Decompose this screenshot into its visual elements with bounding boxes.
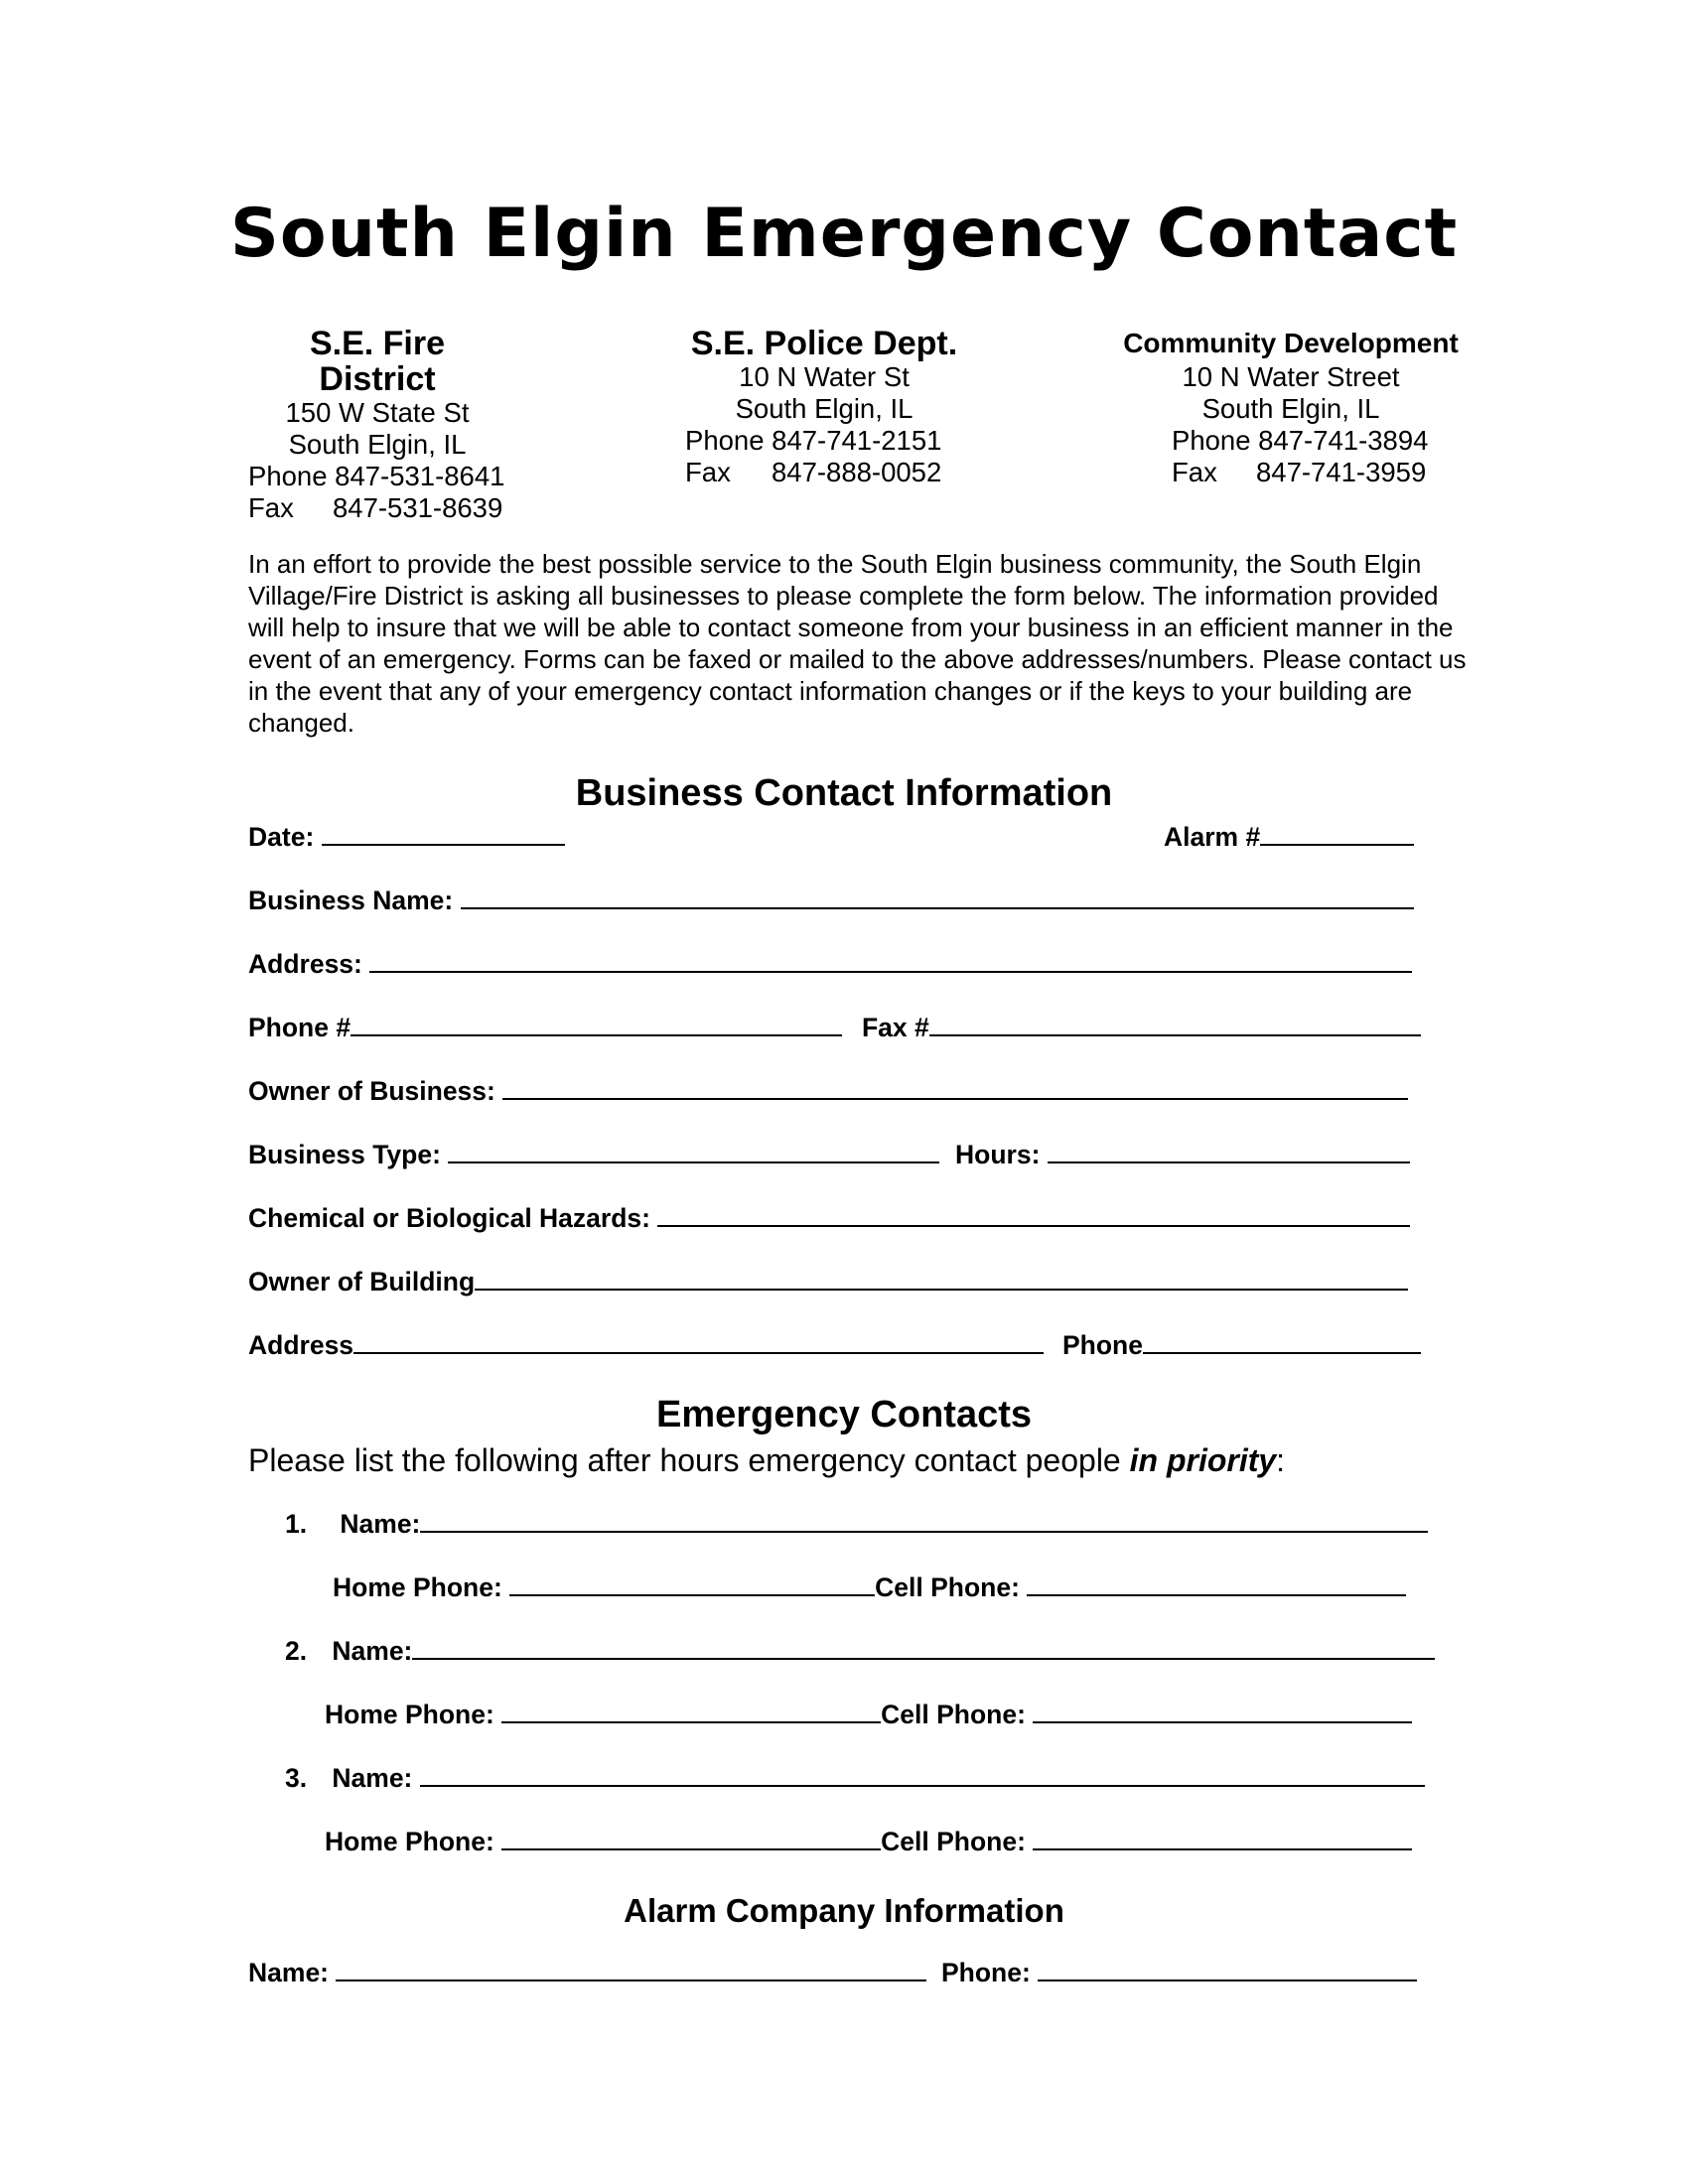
contact-number: 2. — [285, 1636, 308, 1666]
office-phone-row — [685, 425, 963, 457]
address-label: Address: — [248, 949, 362, 979]
hours-field — [955, 1138, 1410, 1170]
date-field — [248, 820, 565, 853]
hours-input[interactable] — [1048, 1138, 1410, 1163]
contact-2-cell-phone-input[interactable] — [1033, 1698, 1412, 1723]
office-fax: 847-531-8639 — [333, 492, 503, 523]
fax-field — [862, 1011, 1421, 1043]
contact-1-phones — [333, 1570, 1406, 1603]
page-title: South Elgin Emergency Contact — [229, 195, 1459, 273]
office-fax-row — [685, 457, 963, 488]
alarm-company-name-label: Name: — [248, 1958, 330, 1987]
business-type-field — [248, 1138, 939, 1170]
building-address-input[interactable] — [353, 1328, 1044, 1354]
owner-of-building-field — [248, 1265, 1408, 1297]
contact-3-name-field — [285, 1761, 1425, 1794]
intro-paragraph: In an effort to provide the best possible service to the South Elgin business community, the South Elgin Village/Fire District is asking all businesses to please complete the form below. The information provided will help to insure that we will be able to contact someone from your business in an efficient manner in the event of an emergency. Forms can be faxed or mailed to the above addresses/numbers. Please contact us in the event that any of your emergency contact information changes or if the keys to your building are changed. — [248, 549, 1467, 738]
cell-phone-label: Cell Phone: — [875, 1572, 1020, 1602]
business-name-field — [248, 884, 1414, 916]
fax-label: Fax # — [862, 1013, 929, 1042]
building-phone-label: Phone — [1062, 1330, 1143, 1360]
office-city: South Elgin, IL — [735, 393, 914, 424]
fax-label: Fax — [248, 492, 294, 523]
contact-3-phones — [325, 1825, 1412, 1857]
phone-label: Phone — [685, 425, 765, 456]
hazards-label: Chemical or Biological Hazards: — [248, 1203, 650, 1233]
contact-2-home-phone-input[interactable] — [501, 1698, 881, 1723]
business-type-input[interactable] — [448, 1138, 939, 1163]
alarm-company-phone-input[interactable] — [1038, 1956, 1417, 1981]
emergency-instructions — [248, 1442, 1285, 1479]
business-type-label: Business Type: — [248, 1140, 441, 1169]
owner-label: Owner of Business: — [248, 1076, 495, 1106]
contact-name-label: Name: — [332, 1763, 413, 1793]
date-input[interactable] — [322, 820, 565, 846]
office-phone: 847-741-2151 — [772, 425, 942, 456]
building-address-label: Address — [248, 1330, 354, 1360]
business-name-label: Business Name: — [248, 886, 454, 915]
contact-number: 1. — [285, 1509, 308, 1539]
alarm-company-phone-field — [941, 1956, 1417, 1988]
building-phone-input[interactable] — [1143, 1328, 1421, 1354]
office-phone-row — [248, 461, 506, 492]
emergency-section-heading: Emergency Contacts — [655, 1394, 1032, 1435]
contact-1-cell-phone-input[interactable] — [1027, 1570, 1406, 1596]
alarm-company-name-field — [248, 1956, 926, 1988]
contact-1-name-input[interactable] — [420, 1507, 1428, 1533]
fax-input[interactable] — [929, 1011, 1421, 1036]
office-phone: 847-531-8641 — [335, 461, 505, 491]
contact-2-phones — [325, 1698, 1412, 1730]
office-street: 150 W State St — [285, 397, 470, 428]
cell-phone-label: Cell Phone: — [881, 1700, 1026, 1729]
hazards-field — [248, 1201, 1410, 1234]
instructions-emphasis: in priority — [1129, 1442, 1277, 1478]
instructions-suffix: : — [1276, 1442, 1286, 1478]
contact-1-name-field — [285, 1507, 1428, 1540]
office-fax: 847-888-0052 — [772, 457, 942, 487]
office-fax-row — [1122, 457, 1460, 488]
office-city: South Elgin, IL — [1201, 393, 1380, 424]
owner-of-business-field — [248, 1074, 1408, 1107]
building-address-field — [248, 1328, 1044, 1361]
alarm-company-phone-label: Phone: — [941, 1958, 1031, 1987]
building-phone-field — [1062, 1328, 1421, 1361]
office-name: Community Development — [1123, 328, 1459, 358]
business-section-heading: Business Contact Information — [575, 772, 1113, 814]
phone-label: Phone # — [248, 1013, 352, 1042]
address-field — [248, 947, 1412, 980]
contact-2-name-field — [285, 1634, 1435, 1667]
office-city: South Elgin, IL — [288, 429, 467, 460]
instructions-text: Please list the following after hours emergency contact people — [248, 1442, 1130, 1478]
office-fire-district — [248, 326, 506, 524]
phone-label: Phone — [1172, 425, 1251, 456]
office-phone-row — [1122, 425, 1460, 457]
hazards-input[interactable] — [657, 1201, 1410, 1227]
contact-2-name-input[interactable] — [412, 1634, 1435, 1660]
office-fax-row — [248, 492, 506, 524]
business-name-input[interactable] — [461, 884, 1414, 909]
contact-name-label: Name: — [332, 1636, 413, 1666]
office-police-dept — [685, 326, 963, 488]
alarm-number-field — [1164, 820, 1414, 853]
contact-name-label: Name: — [340, 1509, 421, 1539]
owner-of-business-input[interactable] — [502, 1074, 1408, 1100]
office-street: 10 N Water Street — [1182, 361, 1400, 392]
office-name: S.E. Fire District — [309, 325, 446, 398]
office-fax: 847-741-3959 — [1256, 457, 1427, 487]
home-phone-label: Home Phone: — [325, 1827, 494, 1856]
owner-of-building-input[interactable] — [475, 1265, 1408, 1291]
phone-label: Phone — [248, 461, 328, 491]
office-community-development — [1122, 326, 1460, 488]
contact-3-home-phone-input[interactable] — [501, 1825, 881, 1850]
hours-label: Hours: — [955, 1140, 1041, 1169]
contact-number: 3. — [285, 1763, 308, 1793]
fax-label: Fax — [1172, 457, 1217, 487]
fax-label: Fax — [685, 457, 731, 487]
office-street: 10 N Water St — [739, 361, 910, 392]
contact-3-cell-phone-input[interactable] — [1033, 1825, 1412, 1850]
address-input[interactable] — [369, 947, 1412, 973]
contact-1-home-phone-input[interactable] — [509, 1570, 875, 1596]
alarm-label: Alarm # — [1164, 822, 1261, 852]
alarm-company-heading: Alarm Company Information — [624, 1892, 1064, 1929]
office-name: S.E. Police Dept. — [690, 325, 958, 362]
date-label: Date: — [248, 822, 315, 852]
alarm-number-input[interactable] — [1260, 820, 1414, 846]
home-phone-label: Home Phone: — [333, 1572, 502, 1602]
building-owner-label: Owner of Building — [248, 1267, 476, 1297]
alarm-company-name-input[interactable] — [336, 1956, 926, 1981]
phone-input[interactable] — [351, 1011, 842, 1036]
office-phone: 847-741-3894 — [1258, 425, 1429, 456]
cell-phone-label: Cell Phone: — [881, 1827, 1026, 1856]
home-phone-label: Home Phone: — [325, 1700, 494, 1729]
contact-3-name-input[interactable] — [420, 1761, 1425, 1787]
phone-field — [248, 1011, 842, 1043]
